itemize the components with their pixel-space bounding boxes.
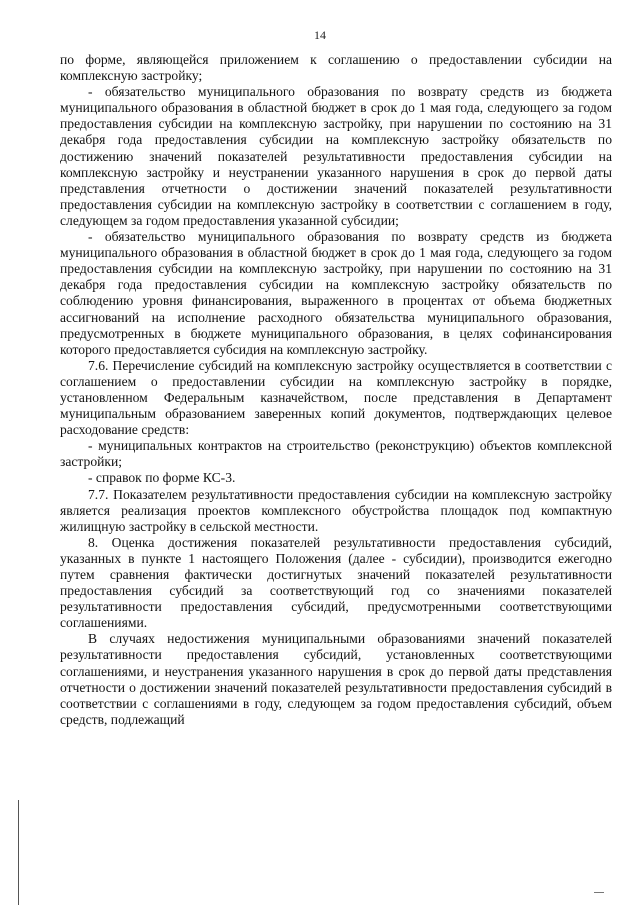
paragraph-continuation: по форме, являющейся приложением к соглашению о предоставлении субсидии на комплексную застройку; [60, 52, 612, 84]
document-body [60, 52, 612, 728]
paragraph-obligation-financing: - обязательство муниципального образования по возврату средств из бюджета муниципального образования в областной бюджет в срок до 1 мая года, следующего за годом предоставления субсидии на комплексную застройку, при нарушении по состоянию на 31 декабря года предоставления субсидии на комплексную застройку обязательств по соблюдению уровня финансирования, выраженного в процентах от объема бюджетных ассигнований на исполнение расходного обязательства муниципального образования, предусмотренных в бюджете муниципального образования, в целях софинансирования которого предоставляется субсидия на комплексную застройку. [60, 229, 612, 357]
scan-mark [594, 892, 604, 893]
page-number: 14 [314, 28, 326, 42]
scan-edge-line [18, 800, 19, 905]
paragraph-7-7: 7.7. Показателем результативности предоставления субсидии на комплексную застройку является реализация проектов комплексного обустройства площадок под компактную жилищную застройку в сельской местности. [60, 486, 612, 534]
paragraph-8: 8. Оценка достижения показателей результативности предоставления субсидий, указанных в пункте 1 настоящего Положения (далее - субсидии), производится ежегодно путем сравнения фактически достигнутых значений показателей результативности предоставления субсидий за соответствующий год со значениями показателей результативности предоставления субсидий, предусмотренными соответствующими соглашениями. [60, 534, 612, 631]
paragraph-obligation-results: - обязательство муниципального образования по возврату средств из бюджета муниципального образования в областной бюджет в срок до 1 мая года, следующего за годом предоставления субсидии на комплексную застройку, при нарушении по состоянию на 31 декабря года предоставления субсидии на комплексную застройку обязательств по достижению значений показателей результативности предоставления субсидии на комплексную застройку и неустранении указанного нарушения в срок до первой даты представления отчетности о достижении значений показателей результативности предоставления субсидии на комплексную застройку в соответствии с соглашением в году, следующем за годом предоставления указанной субсидии; [60, 84, 612, 228]
paragraph-non-achievement: В случаях недостижения муниципальными образованиями значений показателей результативности предоставления субсидий, установленных соответствующими соглашениями, и неустранения указанного нарушения в срок до первой даты представления отчетности о достижении значений показателей результативности предоставления субсидий в соответствии с соглашениями в году, следующем за годом предоставления субсидий, объем средств, подлежащий [60, 631, 612, 727]
list-item-contracts: - муниципальных контрактов на строительство (реконструкцию) объектов комплексной застройки; [60, 438, 612, 470]
paragraph-7-6: 7.6. Перечисление субсидий на комплексную застройку осуществляется в соответствии с соглашением о предоставлении субсидии на комплексную застройку в порядке, установленном Федеральным казначейством, после представления в Департамент муниципальным образованием заверенных копий документов, подтверждающих целевое расходование средств: [60, 357, 612, 438]
list-item-ks3: - справок по форме КС-3. [88, 470, 236, 486]
